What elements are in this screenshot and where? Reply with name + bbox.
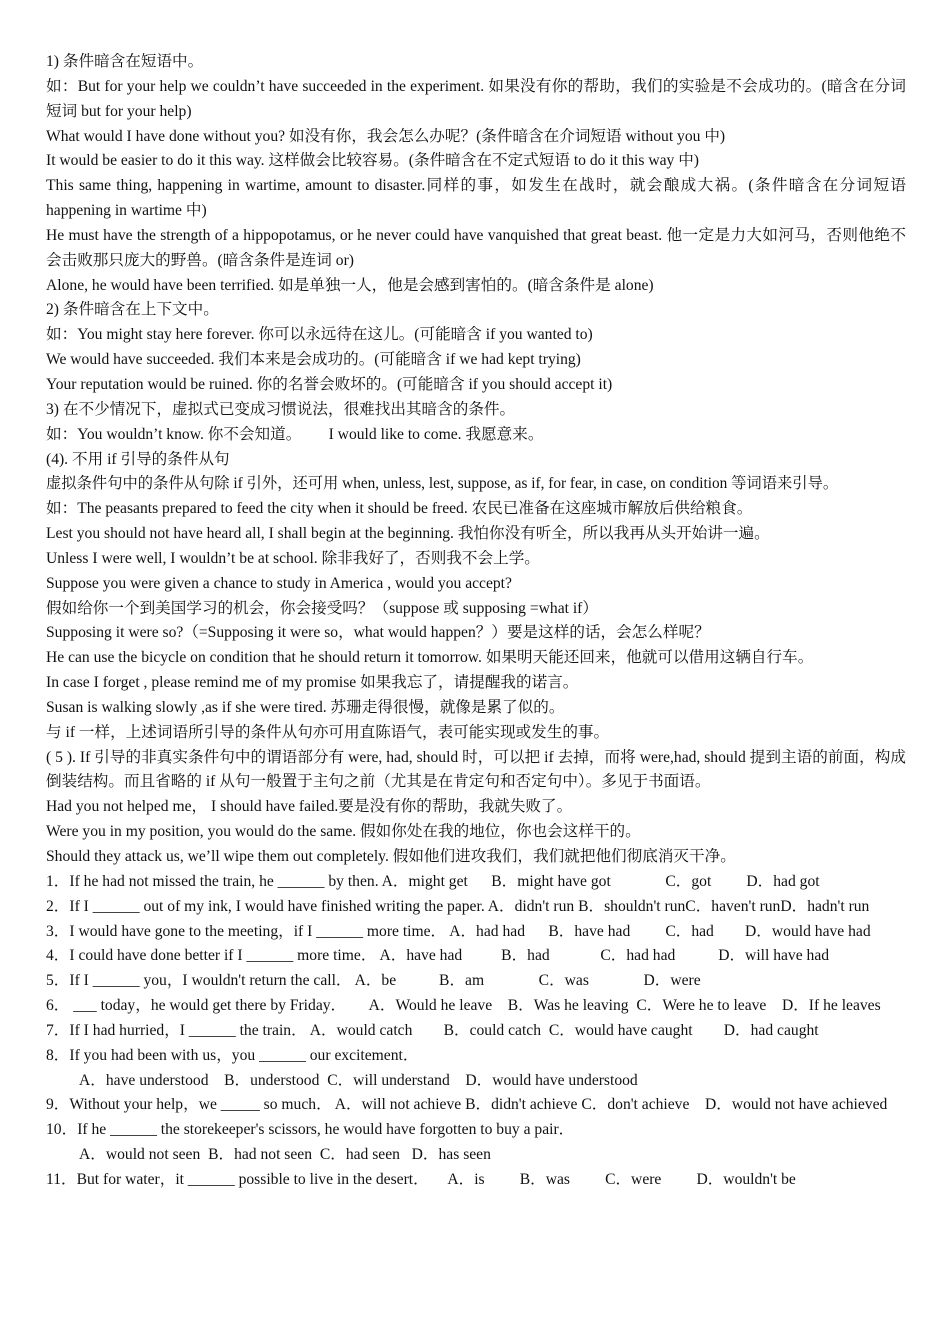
document-page xyxy=(46,50,906,1193)
option-d[interactable]: D．If he leaves xyxy=(781,997,881,1015)
question-1 xyxy=(46,870,906,895)
question-stem: 5．If I ______ you，I wouldn't return the call． xyxy=(46,972,352,990)
heading-implied-condition-phrase: 1) 条件暗含在短语中。 xyxy=(46,53,204,70)
option-a[interactable]: A．might get xyxy=(381,872,468,890)
option-c[interactable]: C．got xyxy=(665,872,712,890)
question-8 xyxy=(46,1044,906,1069)
example-should-they: Should they attack us, we’ll wipe them out completely. 假如他们进攻我们，我们就把他们彻底消灭干净。 xyxy=(46,848,736,865)
option-b[interactable]: B．have had xyxy=(548,922,631,940)
option-b[interactable]: B．am xyxy=(439,972,485,990)
example-peasants: 如：The peasants prepared to feed the city when it should be freed. 农民已准备在这座城市解放后供给粮食。 xyxy=(46,500,753,518)
option-b[interactable]: B．was xyxy=(519,1170,570,1188)
example-as-if: Susan is walking slowly ,as if she were tired. 苏珊走得很慢，就像是累了似的。 xyxy=(46,698,565,716)
question-stem: 1．If he had not missed the train, he ______ by then. xyxy=(46,872,379,890)
question-10 xyxy=(46,1118,906,1143)
heading-non-if-clauses: (4). 不用 if 引导的条件从句 xyxy=(46,450,230,468)
question-stem: 6． ___ today，he would get there by Friday． xyxy=(46,997,347,1015)
option-c[interactable]: C．were xyxy=(605,1170,662,1188)
option-c[interactable]: C．had had xyxy=(600,947,676,965)
question-stem: 9．Without your help，we _____ so much． xyxy=(46,1096,332,1114)
example-without-you: What would I have done without you? 如没有你，我会怎么办呢？(条件暗含在介词短语 without you 中) xyxy=(46,127,726,145)
question-stem: 4．I could have done better if I ______ more time． xyxy=(46,947,377,965)
option-a[interactable]: A．Would he leave xyxy=(368,997,493,1015)
example-succeeded: We would have succeeded. 我们本来是会成功的。(可能暗含 if we had kept trying) xyxy=(46,351,581,369)
option-b[interactable]: B．understood xyxy=(224,1071,320,1089)
option-d[interactable]: D．hadn't run xyxy=(780,897,870,915)
option-a[interactable]: A．will not achieve xyxy=(334,1096,462,1114)
question-stem: 2．If I ______ out of my ink, I would have finished writing the paper. xyxy=(46,897,485,915)
option-d[interactable]: D．would have had xyxy=(745,922,871,940)
question-stem: 10．If he ______ the storekeeper's scissors, he would have forgotten to buy a pair． xyxy=(46,1121,575,1139)
example-idiomatic: 如：You wouldn’t know. 你不会知道。 I would like to come. 我愿意来。 xyxy=(46,425,544,443)
option-a[interactable]: A．had had xyxy=(449,922,525,940)
example-suppose-translation: 假如给你一个到美国学习的机会，你会接受吗？（suppose 或 supposing =what if） xyxy=(46,599,598,617)
example-were-you: Were you in my position, you would do the same. 假如你处在我的地位，你也会这样干的。 xyxy=(46,823,641,841)
option-c[interactable]: C．had seen xyxy=(319,1146,400,1164)
option-c[interactable]: C．will understand xyxy=(327,1071,450,1089)
question-stem: 8．If you had been with us，you ______ our excitement． xyxy=(46,1046,419,1064)
option-d[interactable]: D．would have understood xyxy=(465,1071,638,1089)
note-indicative: 与 if 一样，上述词语所引导的条件从句亦可用直陈语气，表可能实现或发生的事。 xyxy=(46,723,610,741)
question-stem: 7．If I had hurried，I ______ the train． xyxy=(46,1021,307,1039)
option-b[interactable]: B．shouldn't run xyxy=(578,897,686,915)
option-a[interactable]: A．would not seen xyxy=(79,1146,201,1164)
question-7 xyxy=(46,1019,906,1044)
option-a[interactable]: A．is xyxy=(447,1170,485,1188)
option-b[interactable]: B．had xyxy=(501,947,550,965)
option-c[interactable]: C．was xyxy=(538,972,589,990)
option-b[interactable]: B．could catch xyxy=(443,1021,542,1039)
example-stay-forever: 如：You might stay here forever. 你可以永远待在这儿。(可能暗含 if you wanted to) xyxy=(46,326,593,344)
question-9 xyxy=(46,1093,906,1118)
question-stem: 3．I would have gone to the meeting，if I ______ more time． xyxy=(46,922,447,940)
option-c[interactable]: C．would have caught xyxy=(548,1021,693,1039)
option-c[interactable]: C．don't achieve xyxy=(581,1096,690,1114)
example-supposing: Supposing it were so?（=Supposing it were so，what would happen？）要是这样的话，会怎么样呢？ xyxy=(46,624,710,642)
example-alone: Alone, he would have been terrified. 如是单独一人，他是会感到害怕的。(暗含条件是 alone) xyxy=(46,276,654,294)
question-stem: 11．But for water，it ______ possible to live in the desert． xyxy=(46,1170,429,1188)
option-b[interactable]: B．didn't achieve xyxy=(465,1096,578,1114)
option-a[interactable]: A．be xyxy=(354,972,397,990)
example-reputation: Your reputation would be ruined. 你的名誉会败坏的。(可能暗含 if you should accept it) xyxy=(46,375,613,393)
question-3 xyxy=(46,920,906,945)
heading-inversion: ( 5 ). If 引导的非真实条件句中的谓语部分有 were, had, should 时，可以把 if 去掉，而将 were,had, should 提到主语的前面，构成倒装结构。而且省略的 if 从句一般置于主句之前（尤其是在肯定句和否定句中）。多见于书面语。 xyxy=(46,748,906,791)
option-c[interactable]: C．had xyxy=(665,922,714,940)
option-a[interactable]: A．have understood xyxy=(79,1071,209,1089)
option-b[interactable]: B．might have got xyxy=(491,872,611,890)
example-lest: Lest you should not have heard all, I shall begin at the beginning. 我怕你没有听全，所以我再从头开始讲一遍。 xyxy=(46,525,770,543)
example-on-condition: He can use the bicycle on condition that he should return it tomorrow. 如果明天能还回来，他就可以借用这辆自行车。 xyxy=(46,649,814,667)
option-d[interactable]: D．wouldn't be xyxy=(696,1170,796,1188)
note-conjunctions: 虚拟条件句中的条件从句除 if 引外，还可用 when, unless, lest, suppose, as if, for fear, in case, on condition 等词语来引导。 xyxy=(46,475,839,493)
heading-idiomatic-subjunctive: 3) 在不少情况下，虚拟式已变成习惯说法，很难找出其暗含的条件。 xyxy=(46,400,516,418)
example-hippopotamus: He must have the strength of a hippopotamus, or he never could have vanquished that great beast. 他一定是力大如河马，否则他绝不会击败那只庞大的野兽。(暗含条件是连词 or) xyxy=(46,226,906,269)
example-participle: This same thing, happening in wartime, amount to disaster.同样的事，如发生在战时，就会酿成大祸。(条件暗含在分词短语 happening in wartime 中) xyxy=(46,177,906,220)
option-a[interactable]: A．didn't run xyxy=(487,897,575,915)
question-5 xyxy=(46,969,906,994)
option-d[interactable]: D．had caught xyxy=(723,1021,819,1039)
option-d[interactable]: D．were xyxy=(643,972,701,990)
option-d[interactable]: D．would not have achieved xyxy=(705,1096,888,1114)
option-d[interactable]: D．will have had xyxy=(718,947,830,965)
example-infinitive: It would be easier to do it this way. 这样做会比较容易。(条件暗含在不定式短语 to do it this way 中) xyxy=(46,152,700,170)
option-d[interactable]: D．had got xyxy=(746,872,820,890)
example-suppose: Suppose you were given a chance to study in America , would you accept? xyxy=(46,574,512,592)
option-a[interactable]: A．would catch xyxy=(309,1021,413,1039)
option-c[interactable]: C．Were he to leave xyxy=(636,997,767,1015)
question-10-options xyxy=(46,1143,906,1168)
example-unless: Unless I were well, I wouldn’t be at school. 除非我好了，否则我不会上学。 xyxy=(46,549,540,567)
option-b[interactable]: B．had not seen xyxy=(208,1146,313,1164)
example-in-case: In case I forget , please remind me of my promise 如果我忘了，请提醒我的诺言。 xyxy=(46,674,579,692)
option-a[interactable]: A．have had xyxy=(379,947,463,965)
option-b[interactable]: B．Was he leaving xyxy=(507,997,629,1015)
heading-implied-condition-context: 2) 条件暗含在上下文中。 xyxy=(46,301,219,319)
question-8-options xyxy=(46,1069,906,1094)
question-2 xyxy=(46,895,906,920)
option-d[interactable]: D．has seen xyxy=(411,1146,491,1164)
example-but-for: 如：But for your help we couldn’t have succeeded in the experiment. 如果没有你的帮助，我们的实验是不会成功的。(暗含在分词短词 but for your help) xyxy=(46,77,906,120)
question-4 xyxy=(46,944,906,969)
question-6 xyxy=(46,994,906,1019)
example-had-you: Had you not helped me， I should have failed.要是没有你的帮助，我就失败了。 xyxy=(46,798,573,816)
option-c[interactable]: C．haven't run xyxy=(685,897,781,915)
question-11 xyxy=(46,1168,906,1193)
